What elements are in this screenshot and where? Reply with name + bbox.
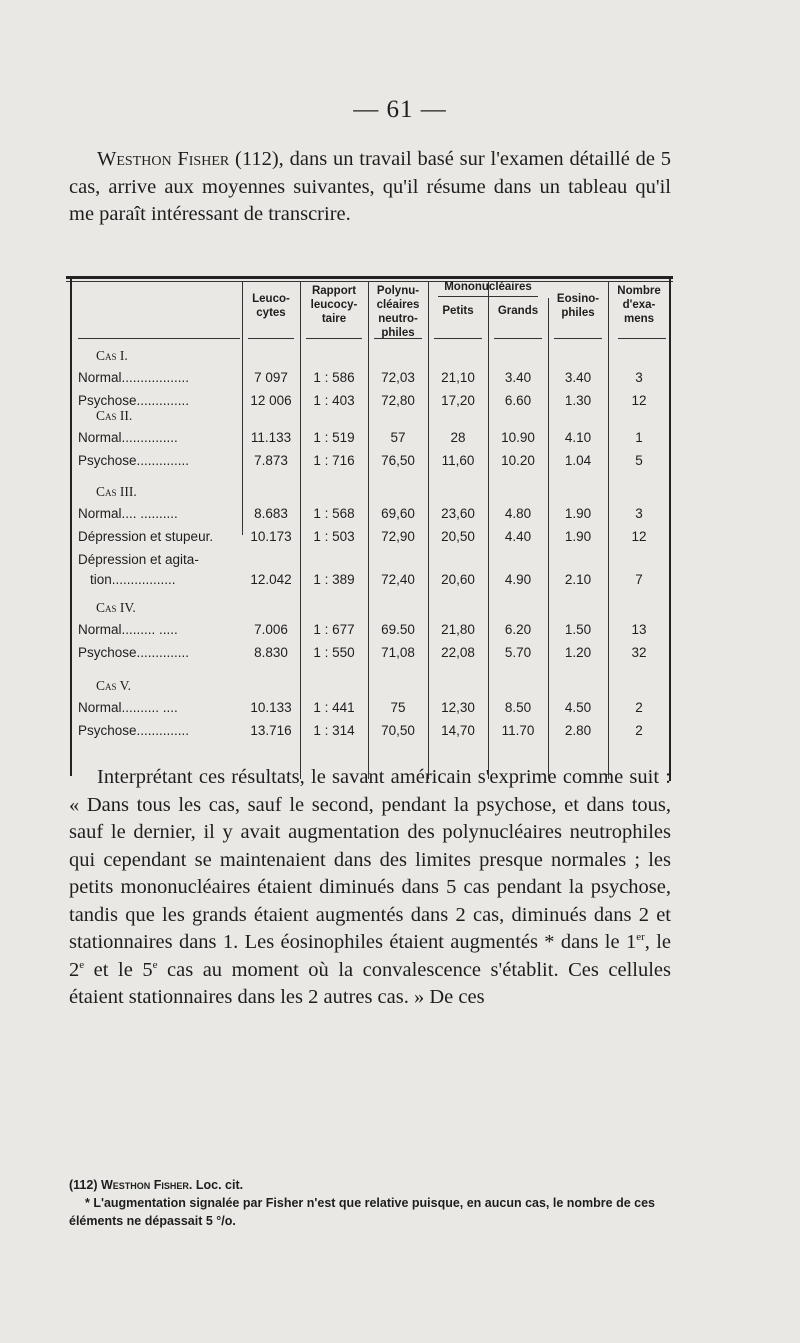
cell-grands: 4.40 — [504, 529, 532, 544]
cell-eosino: 1.20 — [564, 645, 592, 660]
cell-petits: 21,80 — [441, 622, 475, 637]
header-rule — [306, 338, 362, 339]
cell-rapport: 1 : 550 — [313, 645, 355, 660]
cell-leucocytes: 10.173 — [250, 529, 292, 544]
cell-poly: 72,90 — [381, 529, 415, 544]
superscript: er — [636, 931, 645, 944]
cell-grands: 4.80 — [504, 506, 532, 521]
cell-poly: 69.50 — [381, 622, 415, 637]
cell-leucocytes: 13.716 — [250, 723, 292, 738]
cell-nombre: 7 — [635, 572, 643, 587]
header-polynucleaires: Polynu-cléaires neutro-philes — [376, 285, 420, 339]
row-label: Psychose.............. — [78, 723, 190, 738]
row-label: Psychose.............. — [78, 645, 190, 660]
cell-poly: 76,50 — [381, 453, 415, 468]
cell-grands: 10.20 — [501, 453, 535, 468]
cell-eosino: 1.04 — [564, 453, 592, 468]
cell-rapport: 1 : 716 — [313, 453, 355, 468]
footnote-text: Loc. cit. — [192, 1178, 244, 1192]
cell-eosino: 2.10 — [564, 572, 592, 587]
cell-rapport: 1 : 503 — [313, 529, 355, 544]
cell-leucocytes: 7 097 — [254, 370, 288, 385]
header-rule — [434, 338, 482, 339]
footnote-note: * L'augmentation signalée par Fisher n'est que relative puisque, en aucun cas, le nombre de ces éléments ne dépassait 5 °/o. — [69, 1196, 656, 1228]
cell-nombre: 3 — [635, 506, 643, 521]
header-eosinophiles: Eosino-philes — [556, 293, 600, 319]
cell-leucocytes: 12.042 — [250, 572, 292, 587]
cell-eosino: 1.50 — [564, 622, 592, 637]
cell-leucocytes: 10.133 — [250, 700, 292, 715]
cell-grands: 5.70 — [504, 645, 532, 660]
cell-rapport: 1 : 441 — [313, 700, 355, 715]
cell-rapport: 1 : 677 — [313, 622, 355, 637]
cell-grands: 4.90 — [504, 572, 532, 587]
cell-grands: 3.40 — [504, 370, 532, 385]
author-name: Westhon Fisher — [97, 148, 230, 170]
header-grands: Grands — [497, 305, 539, 317]
cell-nombre: 2 — [635, 700, 643, 715]
cell-rapport: 1 : 519 — [313, 430, 355, 445]
cell-poly: 71,08 — [381, 645, 415, 660]
cell-nombre: 32 — [631, 645, 647, 660]
row-label: Dépression et agita- — [78, 552, 199, 567]
cell-petits: 21,10 — [441, 370, 475, 385]
body-text: et le 5 — [84, 958, 153, 981]
header-petits: Petits — [442, 305, 474, 317]
cell-poly: 70,50 — [381, 723, 415, 738]
case-title: Cas IV. — [96, 600, 136, 615]
cell-eosino: 3.40 — [564, 370, 592, 385]
cell-nombre: 3 — [635, 370, 643, 385]
row-label: Psychose.............. — [78, 453, 190, 468]
body-text: , le 2 — [69, 931, 672, 981]
row-label: Dépression et stupeur. — [78, 529, 214, 544]
cell-eosino: 1.90 — [564, 506, 592, 521]
cell-petits: 11,60 — [441, 453, 475, 468]
cell-nombre: 12 — [631, 393, 647, 408]
cell-rapport: 1 : 403 — [313, 393, 355, 408]
cell-petits: 22,08 — [441, 645, 475, 660]
row-label: Psychose.............. — [78, 393, 190, 408]
footnote-author: Westhon Fisher. — [100, 1178, 193, 1192]
table-left-border — [70, 276, 72, 776]
cell-poly: 72,80 — [381, 393, 415, 408]
case-title: Cas I. — [96, 348, 128, 363]
cell-leucocytes: 11.133 — [250, 430, 292, 445]
intro-text: (112), dans un travail basé sur l'examen détaillé de 5 cas, arrive aux moyennes suivantes, qu'il résume dans un tableau qu'il me paraît intéressant de transcrire. — [69, 148, 672, 225]
cell-grands: 10.90 — [501, 430, 535, 445]
superscript: e — [152, 958, 158, 971]
cell-eosino: 1.90 — [564, 529, 592, 544]
row-label: Normal......... ..... — [78, 622, 178, 637]
header-leucocytes: Leuco-cytes — [252, 293, 290, 319]
cell-leucocytes: 12 006 — [250, 393, 292, 408]
cell-nombre: 1 — [635, 430, 643, 445]
cell-leucocytes: 8.830 — [254, 645, 288, 660]
cell-poly: 75 — [390, 700, 406, 715]
case-title: Cas V. — [96, 678, 132, 693]
header-rule — [554, 338, 602, 339]
header-rapport: Rapport leucocy-taire — [310, 285, 358, 325]
footnote-number: (112) — [69, 1178, 98, 1192]
cell-petits: 28 — [450, 430, 466, 445]
header-rule — [618, 338, 666, 339]
row-label: Normal.......... .... — [78, 700, 178, 715]
cell-nombre: 12 — [631, 529, 647, 544]
cell-nombre: 2 — [635, 723, 643, 738]
page-number: — 61 — — [353, 96, 447, 123]
cell-leucocytes: 8.683 — [254, 506, 288, 521]
cell-petits: 23,60 — [441, 506, 475, 521]
cell-eosino: 1.30 — [564, 393, 592, 408]
cell-nombre: 5 — [635, 453, 643, 468]
cell-poly: 72,40 — [381, 572, 415, 587]
superscript: e — [79, 958, 85, 971]
cell-poly: 69,60 — [381, 506, 415, 521]
body-paragraph — [69, 764, 671, 1012]
cell-poly: 72,03 — [381, 370, 415, 385]
blood-count-table — [66, 276, 673, 778]
case-title: Cas III. — [96, 484, 137, 499]
row-label: Normal.... .......... — [78, 506, 178, 521]
cell-poly: 57 — [390, 430, 406, 445]
body-text: Interprétant ces résultats, le savant américain s'exprime comme suit : « Dans tous les cas, sauf le second, pendant la psychose, et dans tous, sauf le dernier, il y avait augmentation des polynucléaires neutrophiles qui cependant se maintenaient dans des limites presque normales ; les petits mononucléaires étaient diminués dans 5 cas pendant la psychose, tandis que les grands étaient augmentés dans 2 cas, diminués dans 2 et stationnaires dans 1. Les éosinophiles étaient augmentés * dans le 1 — [69, 766, 671, 953]
cell-leucocytes: 7.873 — [254, 453, 288, 468]
cell-nombre: 13 — [631, 622, 647, 637]
table-top-rule-thin — [66, 281, 673, 282]
cell-rapport: 1 : 568 — [313, 506, 355, 521]
mono-brace-rule — [438, 296, 538, 297]
cell-petits: 14,70 — [441, 723, 475, 738]
footnote-reference — [69, 1176, 679, 1194]
cell-rapport: 1 : 389 — [313, 572, 355, 587]
intro-paragraph — [69, 146, 671, 229]
cell-grands: 11.70 — [501, 723, 535, 738]
header-mononucleaires: Mononucléaires — [444, 281, 532, 293]
cell-petits: 20,60 — [441, 572, 475, 587]
header-rule — [248, 338, 294, 339]
cell-eosino: 4.10 — [564, 430, 592, 445]
cell-rapport: 1 : 314 — [313, 723, 355, 738]
body-text: cas au moment où la convalescence s'établit. Ces cellules étaient stationnaires dans les 2 autres cas. » De ces — [69, 958, 671, 1008]
cell-rapport: 1 : 586 — [313, 370, 355, 385]
header-nombre: Nombre d'exa-mens — [617, 285, 661, 325]
row-label: Normal.................. — [78, 370, 190, 385]
cell-grands: 6.60 — [504, 393, 532, 408]
cell-grands: 8.50 — [504, 700, 532, 715]
cell-eosino: 2.80 — [564, 723, 592, 738]
header-rule — [494, 338, 542, 339]
cell-petits: 17,20 — [441, 393, 475, 408]
cell-eosino: 4.50 — [564, 700, 592, 715]
cell-leucocytes: 7.006 — [254, 622, 288, 637]
row-label-continued: tion................. — [90, 572, 176, 587]
header-rule — [78, 338, 240, 339]
cell-petits: 20,50 — [441, 529, 475, 544]
cell-grands: 6.20 — [504, 622, 532, 637]
cell-petits: 12,30 — [441, 700, 475, 715]
row-label: Normal............... — [78, 430, 178, 445]
table-top-rule — [66, 276, 673, 279]
case-title: Cas II. — [96, 408, 133, 423]
